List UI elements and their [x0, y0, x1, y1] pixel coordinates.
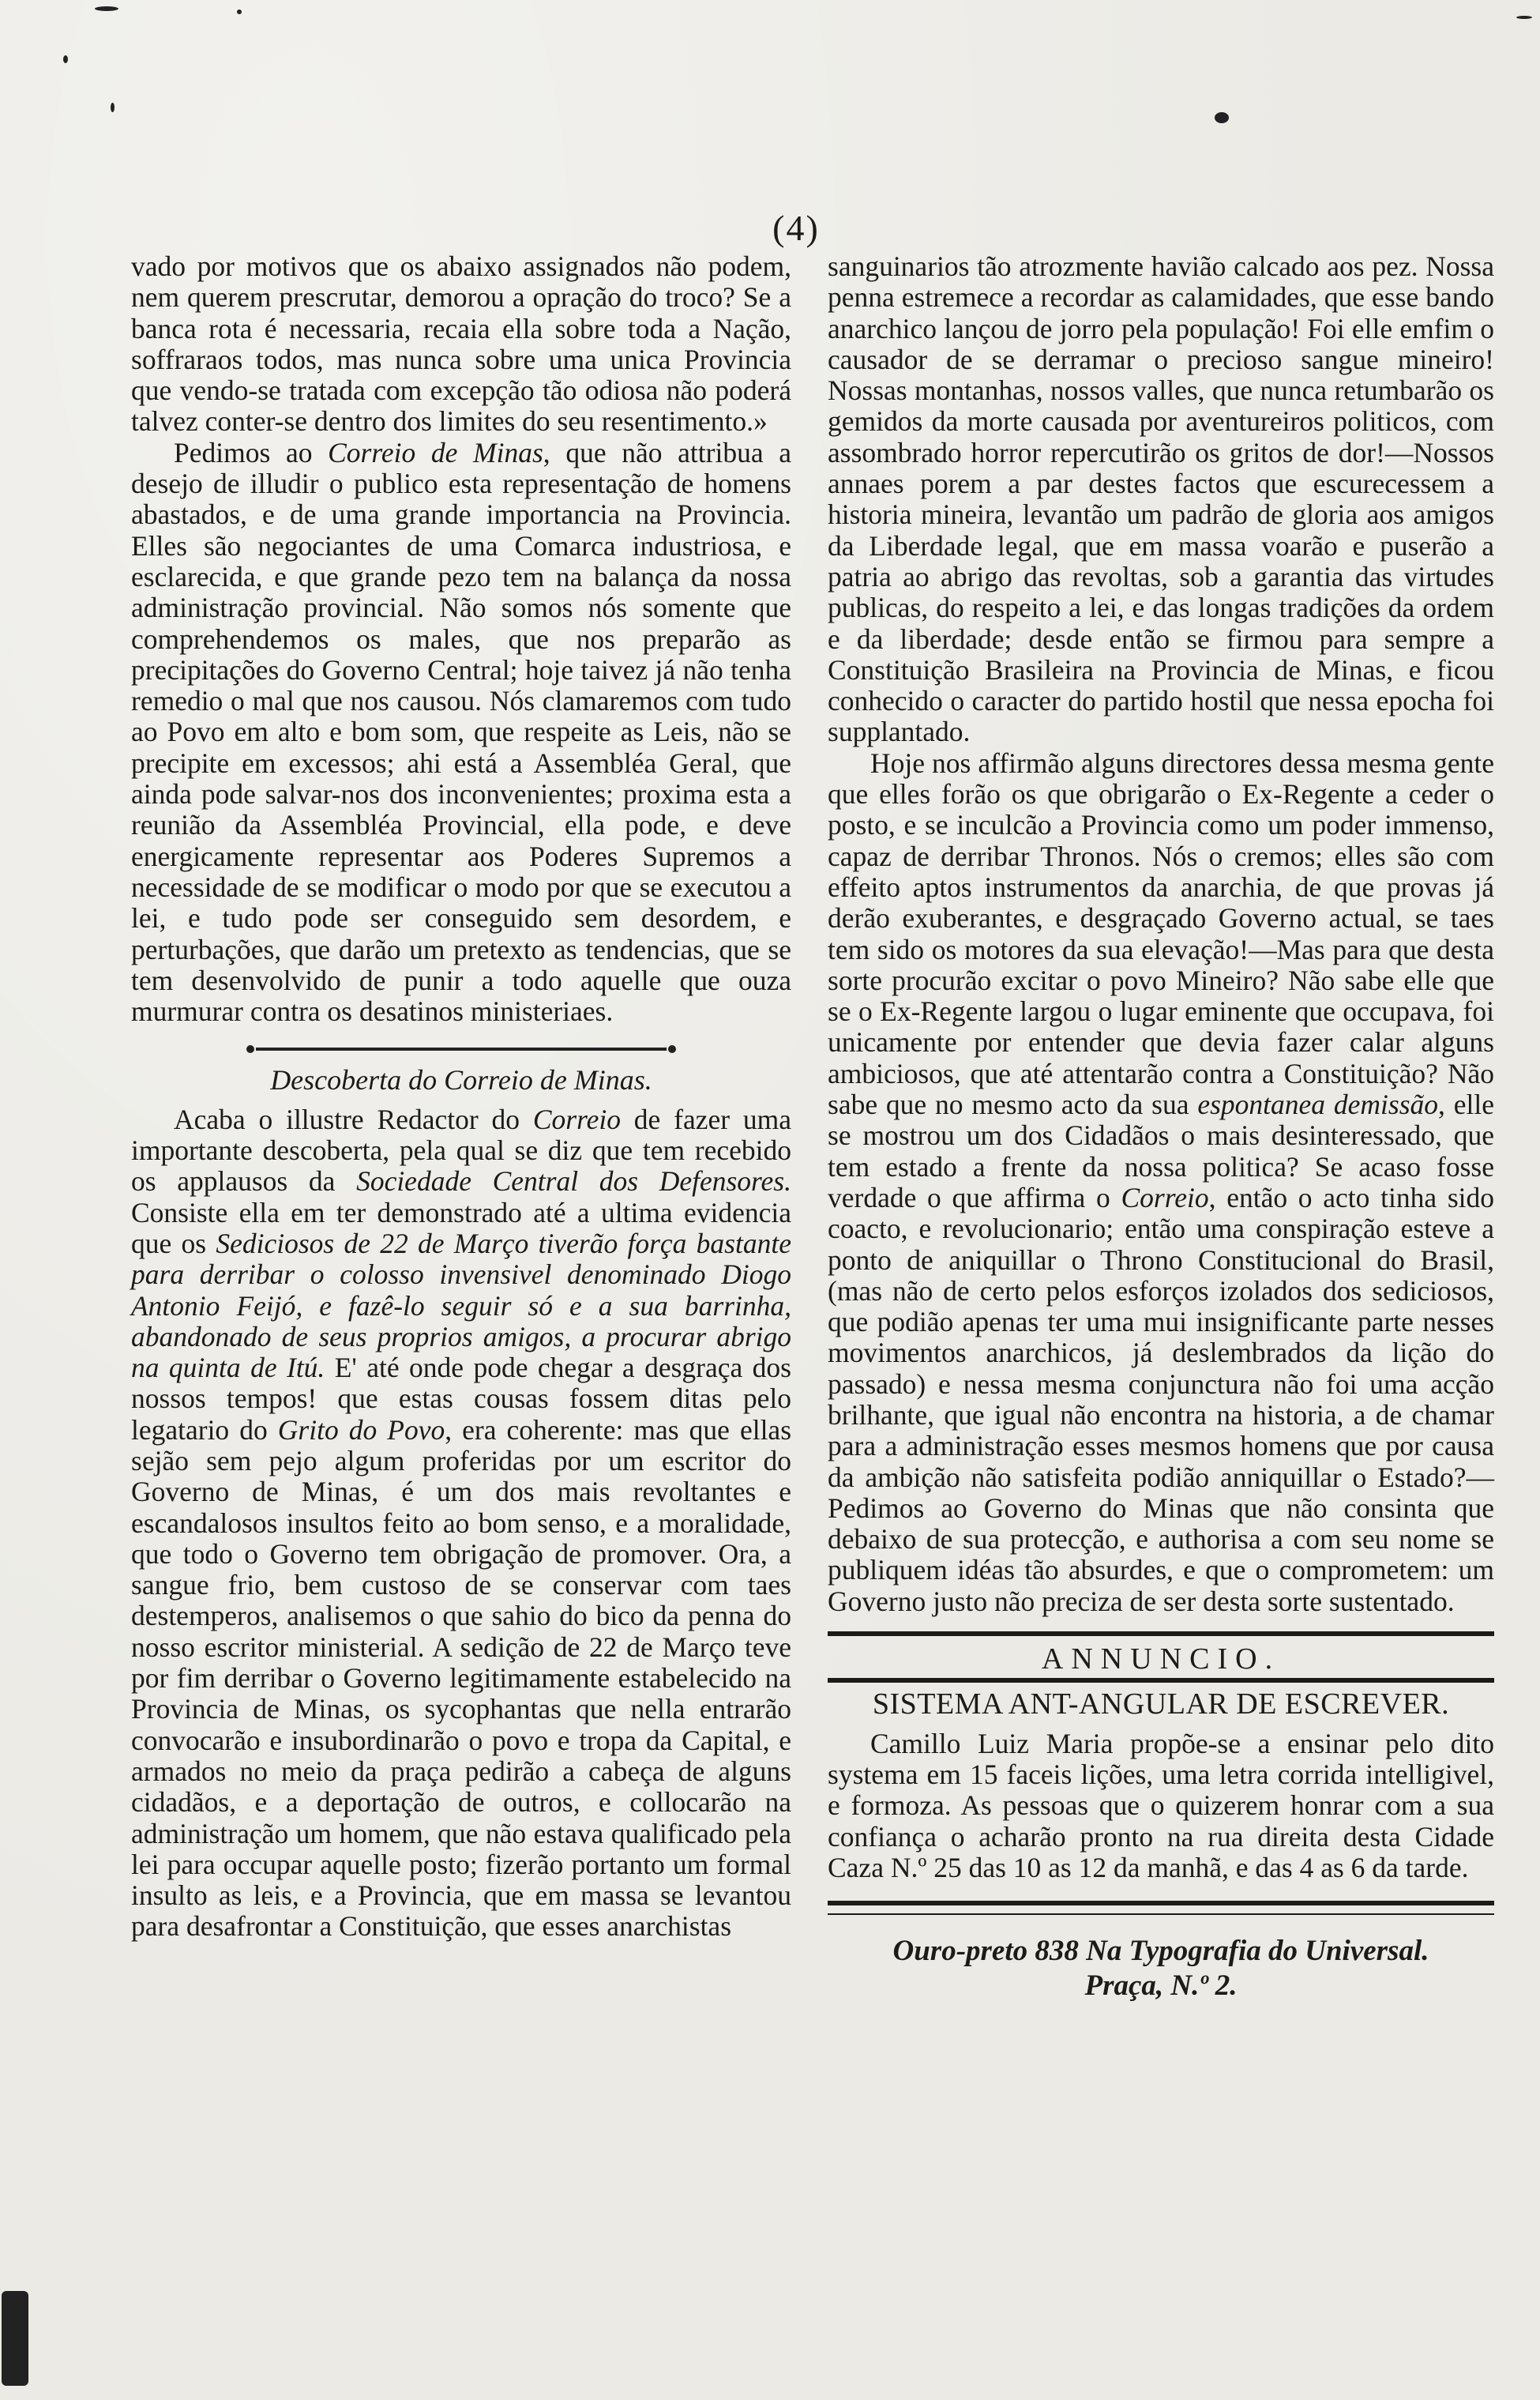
imprint [828, 1934, 1494, 2003]
left-column [131, 251, 791, 1943]
page-number: (4) [772, 208, 820, 248]
imprint-line-2: Praça, N.º 2. [1084, 1969, 1238, 2003]
thick-rule [828, 1678, 1494, 1683]
announcement-heading: ANNUNCIO. [1041, 1642, 1281, 1676]
left-paragraph-1: vado por motivos que os abaixo assignados não podem, nem querem prescrutar, demorou a opração do troco? Se a banca rota é necessaria, recaia ella sobre toda a Nação, soffraraos todos, mas nunca sobre uma unica Provincia que vendo-se tratada com excepção tão odiosa não poderá talvez conter-se dentro dos limites do seu resentimento.» [131, 250, 791, 438]
text-run: Pedimos ao [174, 436, 329, 468]
right-paragraph-1: sanguinarios tão atrozmente havião calcado aos pez. Nossa penna estremece a recordar as calamidades, que esse bando anarchico lançou de jorro pela população! Foi elle emfim o causador de se derramar o precioso sangue mineiro! Nossas montanhas, nossos valles, que nunca retumbarão os gemidos da morte causada por aventureiros politicos, com assombrado horror repercutirão os gritos de dor!—Nossos annaes porem a par destes factos que escurecessem a historia mineira, levantão um padrão de gloria aos amigos da Liberdade legal, que em massa voarão e puserão a patria ao abrigo das revoltas, sob a garantia das virtudes publicas, do respeito a lei, e das longas tradições da ordem e da liberdade; desde então se firmou para sempre a Constituição Brasileira na Provincia de Minas, e ficou conhecido o caracter do partido hostil que nessa epocha foi supplantado. [828, 250, 1494, 748]
text-run: Hoje nos affirmão alguns directores dessa mesma gente que elles forão os que obrigarão o Ex-Regente a ceder o posto, e se inculcão a Provincia como um poder immenso, capaz de derribar Thronos. Nós o cremos; elles são com effeito aptos instrumentos da anarchia, de que provas já derão exuberantes, e desgraçado Governo actual, se taes tem sido os motores da sua elevação!—Mas para que desta sorte procurão excitar o povo Mineiro? Não sabe elle que se o Ex-Regente largou o lugar eminente que occupava, foi unicamente por entender que devia fazer calar alguns ambiciosos, que até attentarão contra a Constituição? Não sabe que no mesmo acto da sua [828, 747, 1494, 1121]
text-run: de fazer uma importante descoberta, pela qual se diz que tem recebido os applausos da [131, 1103, 792, 1198]
newspaper-name: Correio de Minas [328, 436, 543, 468]
right-paragraph-2 [828, 748, 1494, 1617]
ink-blot [2, 2291, 28, 2386]
announcement-subheading: SISTEMA ANT-ANGULAR DE ESCREVER. [872, 1687, 1450, 1721]
text-run: Acaba o illustre Redactor do [174, 1103, 533, 1135]
italic-run: Correio [532, 1103, 621, 1135]
italic-run: Correio [1121, 1181, 1209, 1213]
ornamental-rule [256, 1048, 667, 1051]
section-title: Descoberta do Correio de Minas. [270, 1064, 652, 1097]
ink-blot [1215, 112, 1229, 123]
text-run: Consiste ella em ter demonstrado até a ultima evidencia que os [131, 1196, 791, 1259]
left-paragraph-2 [131, 438, 791, 1028]
announcement-text: Camillo Luiz Maria propõe-se a ensinar pelo dito systema em 15 faceis lições, uma letra corrida intelligivel, e formoza. As pessoas que o quizerem honrar com a sua confiança o acharão pronto na rua direita desta Cidade Caza N.º 25 das 10 as 12 da manhã, e das 4 as 6 da tarde. [828, 1727, 1494, 1883]
ink-blot [1516, 16, 1532, 19]
text-run: , era coherente: mas que ellas sejão sem pejo algum proferidas por um escritor do Governo de Minas, é um dos mais revoltantes e escandalosos insultos feito ao bom senso, e a moralidade, que todo o Governo tem obrigação de promover. Ora, a sangue frio, bem custoso de se conservar com taes destemperos, analisemos o que sahio do bico da penna do nosso escritor ministerial. A sedição de 22 de Março teve por fim derribar o Governo legitimamente estabelecido na Provincia de Minas, os sycophantas que nella entrarão convocarão e insubordinarão o povo e tropa da Capital, e armados no meio da praça pedirão a cabeça de alguns cidadãos, e a deportação de outros, e collocarão na administração um homem, que não estava qualificado pela lei para occupar aquelle posto; fizerão portanto um formal insulto as leis, e a Provincia, que em massa se levantou para desafrontar a Constituição, que esses anarchistas [131, 1413, 792, 1943]
text-run: , então o acto tinha sido coacto, e revolucionario; então uma conspiração esteve a ponto de aniquillar o Throno Constitucional do Brasil, (mas não de certo pelos esforços izolados dos sediciosos, que podião apenas ter uma mui insignificante parte nesses movimentos anarchicos, já deslembrados da lição do passado) e nessa mesma conjunctura não foi uma acção brilhante, que igual não encontra na historia, a de chamar para a administração esses mesmos homens que por causa da ambição não satisfeita podião anniquillar o Estado?—Pedimos ao Governo do Minas que não consinta que debaixo de sua protecção, e authorisa a com seu nome se publiquem idéas tão absurdes, e que o comprometem: um Governo justo não preciza de ser desta sorte sustentado. [828, 1181, 1494, 1617]
left-paragraph-3 [131, 1104, 791, 1943]
italic-run: Grito do Povo [277, 1413, 445, 1446]
text-run: , elle se mostrou um dos Cidadãos o mais desinteressado, que tem estado a frente da nossa politica? Se acaso fosse verdade o que affirma o [828, 1089, 1494, 1213]
imprint-line-1: Ouro-preto 838 Na Typografia do Universal. [892, 1935, 1429, 1968]
right-column [828, 251, 1494, 2003]
text-run: E' até onde pode chegar a desgraça dos nossos tempos! que estas cousas fossem ditas pelo legatario do [131, 1352, 791, 1446]
thick-rule [828, 1901, 1494, 1905]
ink-blot [237, 9, 242, 14]
thin-rule [828, 1913, 1494, 1915]
ink-blot [63, 55, 68, 63]
italic-run: Sediciosos de 22 de Março tiverão força bastante para derribar o colosso invensivel denominado Diogo Antonio Feijó, e fazê-lo seguir só e a sua barrinha, abandonado de seus proprios amigos, a procurar abrigo na quinta de Itú. [131, 1227, 791, 1384]
italic-run: espontanea demissão [1197, 1089, 1439, 1121]
text-run: , que não attribua a desejo de illudir o publico esta representação de homens abastados, e de uma grande importancia na Provincia. Elles são negociantes de uma Comarca industriosa, e esclarecida, e que grande pezo tem na balança da nossa administração provincial. Não somos nós somente que comprehendemos os males, que nos preparão as precipitações do Governo Central; hoje taivez já não tenha remedio o mal que nos causou. Nós clamaremos com tudo ao Povo em alto e bom som, que respeite as Leis, não se precipite em excessos; ahi está a Assembléa Geral, que ainda pode salvar-nos dos inconvenientes; proxima esta a reunião da Assembléa Provincial, ella pode, e deve energicamente representar aos Poderes Supremos a necessidade de se modificar o modo por que se executou a lei, e tudo pode ser conseguido sem desordem, e perturbações, que darão um pretexto as tendencias, que se tem desenvolvido de punir a todo aquelle que ouza murmurar contra os desatinos ministeriaes. [131, 436, 791, 1028]
italic-run: Sociedade Central dos Defensores. [356, 1165, 791, 1198]
ink-blot [111, 103, 115, 112]
ink-blot [95, 6, 118, 11]
thick-rule [828, 1631, 1494, 1636]
